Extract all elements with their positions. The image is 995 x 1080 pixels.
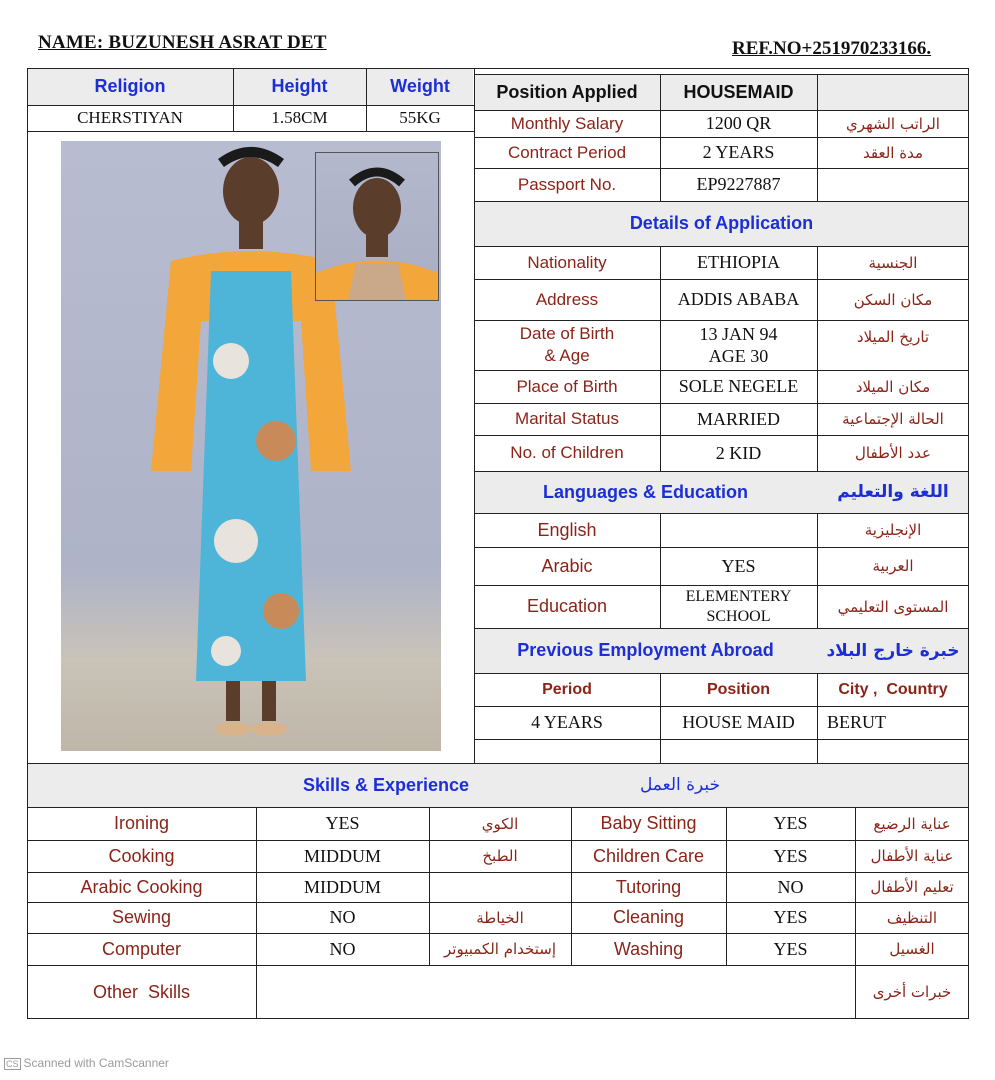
marital-value: MARRIED bbox=[696, 408, 780, 429]
city-header: City , Country bbox=[838, 680, 948, 698]
education-label: Education bbox=[526, 596, 608, 616]
position-label: Position Applied bbox=[496, 81, 638, 102]
dob-arabic: تاريخ الميلاد bbox=[856, 328, 930, 346]
children-label: No. of Children bbox=[510, 443, 624, 462]
tutoring-value: NO bbox=[777, 876, 804, 897]
marital-label: Marital Status bbox=[515, 409, 619, 428]
birthplace-value: SOLE NEGELE bbox=[678, 376, 799, 396]
other-skills-arabic: خبرات أخرى bbox=[872, 983, 952, 1001]
scanner-watermark bbox=[4, 1056, 169, 1070]
salary-label: Monthly Salary bbox=[510, 113, 624, 133]
city-value: BERUT bbox=[827, 712, 887, 732]
cooking-value: MIDDUM bbox=[303, 845, 381, 866]
scanner-text: Scanned with CamScanner bbox=[23, 1056, 169, 1070]
passport-label: Passport No. bbox=[517, 174, 617, 194]
languages-title: Languages & Education bbox=[542, 481, 749, 502]
education-arabic: المستوى التعليمي bbox=[837, 597, 949, 616]
tutoring-label: Tutoring bbox=[615, 876, 682, 897]
arabic-cooking-arabic bbox=[429, 872, 571, 902]
portrait-figure-icon bbox=[316, 153, 438, 300]
other-skills-label: Other Skills bbox=[92, 981, 191, 1002]
passport-arabic bbox=[817, 168, 969, 201]
height-header: Height bbox=[271, 76, 328, 96]
cleaning-label: Cleaning bbox=[612, 907, 685, 927]
arabic-arabic: العربية bbox=[872, 557, 914, 575]
reference-number: REF.NO+251970233166. bbox=[732, 38, 932, 59]
skills-arabic: خبرة العمل bbox=[639, 775, 721, 795]
contract-arabic: مدة العقد bbox=[863, 143, 923, 162]
address-arabic: مكان السكن bbox=[853, 290, 933, 309]
washing-label: Washing bbox=[613, 938, 684, 959]
cleaning-arabic: التنظيف bbox=[886, 908, 938, 927]
ironing-label: Ironing bbox=[113, 813, 170, 833]
cooking-arabic: الطبخ bbox=[482, 847, 518, 865]
skills-title: Skills & Experience bbox=[302, 774, 470, 795]
english-arabic: الإنجليزية bbox=[864, 521, 922, 539]
education-value: ELEMENTERY SCHOOL bbox=[685, 587, 792, 625]
baby-sitting-arabic: عناية الرضيع bbox=[873, 814, 951, 833]
nationality-arabic: الجنسية bbox=[868, 253, 918, 272]
camscanner-logo-icon: CS bbox=[6, 1059, 19, 1069]
weight-value: 55KG bbox=[399, 108, 441, 127]
details-title: Details of Application bbox=[629, 213, 814, 233]
portrait-photo bbox=[315, 152, 439, 301]
birthplace-arabic: مكان الميلاد bbox=[855, 377, 931, 396]
washing-value: YES bbox=[773, 938, 808, 959]
dob-value: 13 JAN 94 AGE 30 bbox=[699, 324, 778, 366]
height-value: 1.58CM bbox=[271, 108, 328, 127]
period-value: 4 YEARS bbox=[531, 712, 603, 732]
salary-value: 1200 QR bbox=[705, 113, 772, 133]
sewing-label: Sewing bbox=[111, 907, 172, 927]
english-value bbox=[660, 513, 817, 547]
contract-label: Contract Period bbox=[507, 142, 627, 162]
arabic-cooking-value: MIDDUM bbox=[303, 876, 381, 897]
nationality-value: ETHIOPIA bbox=[697, 252, 780, 272]
contract-value: 2 YEARS bbox=[702, 142, 775, 162]
sewing-arabic: الخياطة bbox=[476, 908, 524, 927]
weight-header: Weight bbox=[390, 76, 450, 96]
computer-value: NO bbox=[329, 938, 356, 959]
religion-header: Religion bbox=[94, 76, 166, 96]
employment-title: Previous Employment Abroad bbox=[517, 640, 774, 660]
tutoring-arabic: تعليم الأطفال bbox=[870, 878, 954, 896]
dob-label: Date of Birth & Age bbox=[519, 324, 615, 365]
arabic-cooking-label: Arabic Cooking bbox=[80, 876, 203, 897]
period-header: Period bbox=[542, 680, 592, 698]
languages-arabic: اللغة والتعليم bbox=[837, 482, 949, 502]
salary-arabic: الراتب الشهري bbox=[846, 114, 940, 133]
washing-arabic: الغسيل bbox=[889, 940, 935, 958]
marital-arabic: الحالة الإجتماعية bbox=[842, 410, 944, 428]
children-care-label: Children Care bbox=[592, 845, 705, 866]
emp-position-header: Position bbox=[706, 680, 771, 698]
cleaning-value: YES bbox=[773, 907, 808, 927]
baby-sitting-value: YES bbox=[773, 813, 808, 833]
nationality-label: Nationality bbox=[527, 252, 607, 272]
ironing-value: YES bbox=[325, 813, 360, 833]
cooking-label: Cooking bbox=[108, 845, 175, 866]
computer-arabic: إستخدام الكمبيوتر bbox=[444, 940, 556, 958]
ironing-arabic: الكوي bbox=[481, 814, 519, 833]
arabic-label: Arabic bbox=[541, 555, 593, 576]
children-value: 2 KID bbox=[715, 442, 762, 463]
religion-value: CHERSTIYAN bbox=[77, 108, 183, 127]
emp-position-value: HOUSE MAID bbox=[682, 712, 795, 732]
position-value: HOUSEMAID bbox=[683, 81, 794, 102]
children-care-value: YES bbox=[773, 845, 808, 866]
computer-label: Computer bbox=[101, 938, 182, 959]
baby-sitting-label: Baby Sitting bbox=[600, 813, 697, 833]
candidate-name: NAME: BUZUNESH ASRAT DET bbox=[38, 32, 327, 53]
birthplace-label: Place of Birth bbox=[516, 376, 618, 396]
address-value: ADDIS ABABA bbox=[677, 289, 800, 309]
english-label: English bbox=[537, 519, 597, 540]
passport-value: EP9227887 bbox=[696, 174, 781, 194]
address-label: Address bbox=[535, 289, 599, 309]
children-arabic: عدد الأطفال bbox=[855, 444, 931, 462]
sewing-value: NO bbox=[329, 907, 356, 927]
children-care-arabic: عناية الأطفال bbox=[870, 847, 954, 865]
employment-arabic: خبرة خارج البلاد bbox=[826, 640, 960, 661]
arabic-value: YES bbox=[721, 555, 756, 576]
